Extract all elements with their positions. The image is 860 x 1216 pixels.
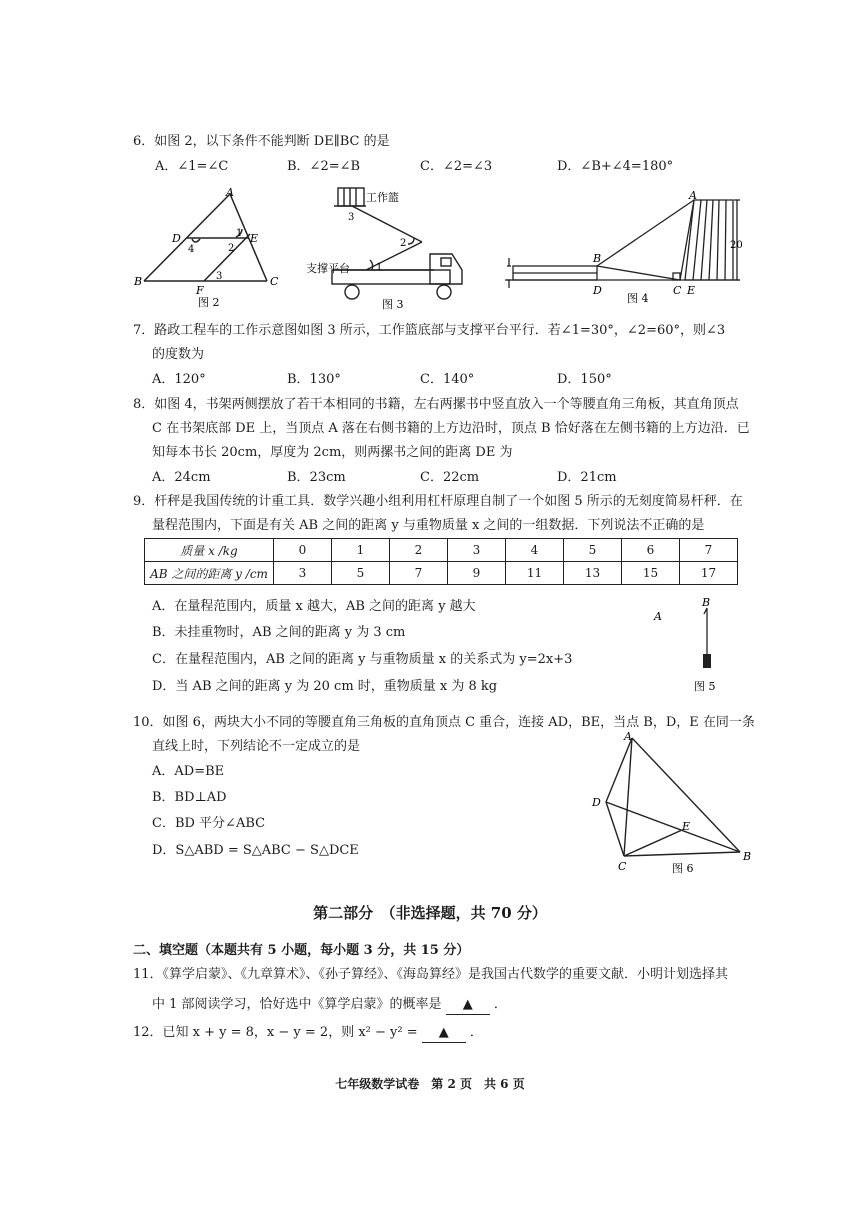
fig4-label-d: D (593, 284, 602, 297)
table-cell: 4 (506, 539, 564, 562)
q8-option-a: A．24cm (152, 470, 211, 485)
q8-line1: 8．如图 4，书架两侧摆放了若干本相同的书籍，左右两摞书中竖直放入一个等腰直角三角板，其直角顶点 (133, 397, 739, 412)
fig3-basket-label: 工作篮 (366, 191, 399, 204)
table-cell: 6 (622, 539, 680, 562)
q7-option-c: C．140° (420, 372, 475, 387)
q9-data-table (144, 538, 738, 585)
q7-option-d: D．150° (557, 372, 612, 387)
q6-option-a: A．∠1=∠C (155, 159, 229, 174)
fig2-label-c: C (270, 275, 279, 288)
fig5-label-b: B (702, 596, 711, 609)
q9-option-c: C．在量程范围内，AB 之间的距离 y 与重物质量 x 的关系式为 y=2x+3 (152, 652, 573, 667)
q11-line2-text: 中 1 部阅读学习，恰好选中《算学启蒙》的概率是 (152, 997, 442, 1012)
table-cell: 7 (390, 562, 448, 585)
figure-4 (505, 190, 745, 312)
figure-6 (588, 726, 758, 876)
fig2-label-f: F (196, 284, 204, 297)
q8-line3: 知每本书长 20cm，厚度为 2cm，则两摞书之间的距离 DE 为 (152, 445, 513, 460)
fig6-label-e: E (682, 820, 691, 833)
table-cell: 13 (564, 562, 622, 585)
fig4-caption: 图 4 (627, 292, 649, 305)
q10-option-b: B．BD⊥AD (152, 790, 227, 805)
fig2-angle-2: 2 (228, 243, 235, 254)
table-row (145, 539, 738, 562)
q9-option-a: A．在量程范围内，质量 x 越大，AB 之间的距离 y 越大 (152, 599, 476, 614)
table-cell: 3 (274, 562, 332, 585)
table-header-distance: AB 之间的距离 y /cm (145, 562, 274, 585)
q11-answer-blank[interactable]: ▲ (446, 996, 490, 1015)
q10-option-c: C．BD 平分∠ABC (152, 816, 266, 831)
figure-5 (648, 594, 728, 694)
fig4-label-e: E (687, 284, 696, 297)
table-cell: 1 (332, 539, 390, 562)
fig2-caption: 图 2 (198, 296, 220, 309)
fig6-label-b: B (743, 850, 752, 863)
table-cell: 11 (506, 562, 564, 585)
q9-option-b: B．未挂重物时，AB 之间的距离 y 为 3 cm (152, 625, 406, 640)
q12-line (133, 1024, 483, 1043)
q10-option-a: A．AD=BE (152, 764, 225, 779)
q9-line1: 9．杆秤是我国传统的计重工具．数学兴趣小组利用杠杆原理自制了一个如图 5 所示的无刻度简易杆秤．在 (133, 494, 743, 509)
q9-line2: 量程范围内，下面是有关 AB 之间的距离 y 与重物质量 x 之间的一组数据．下列说法不正确的是 (152, 518, 705, 533)
fig6-label-d: D (592, 796, 601, 809)
fig4-label-a: A (689, 190, 697, 202)
q6-stem: 6．如图 2，以下条件不能判断 DE∥BC 的是 (133, 134, 390, 149)
q8-option-b: B．23cm (287, 470, 346, 485)
table-row (145, 562, 738, 585)
fig2-angle-1: 1 (236, 228, 243, 239)
fig2-label-a: A (226, 186, 234, 199)
q7-option-b: B．130° (287, 372, 341, 387)
q11-line2 (152, 996, 507, 1015)
q12-text: 12．已知 x + y = 8，x − y = 2，则 x² − y² = (133, 1025, 418, 1040)
q10-line2: 直线上时，下列结论不一定成立的是 (152, 739, 361, 754)
q8-option-c: C．22cm (420, 470, 480, 485)
q10-option-d: D．S△ABD = S△ABC − S△DCE (152, 843, 359, 858)
figure-2 (132, 184, 292, 312)
table-cell: 15 (622, 562, 680, 585)
fig4-label-b: B (593, 252, 602, 265)
fig2-angle-3: 3 (216, 271, 223, 282)
fig3-caption: 图 3 (382, 298, 404, 311)
q12-answer-blank[interactable]: ▲ (422, 1024, 466, 1043)
q6-option-d: D．∠B+∠4=180° (557, 159, 674, 174)
fig5-label-a: A (654, 610, 662, 623)
fig3-angle-1: 1 (376, 262, 383, 273)
q8-option-d: D．21cm (557, 470, 617, 485)
page-footer: 七年级数学试卷 第 2 页 共 6 页 (335, 1077, 525, 1091)
figure-3 (304, 184, 484, 312)
table-cell: 9 (448, 562, 506, 585)
fig3-angle-3: 3 (348, 212, 355, 223)
section-fill-in-blank: 二、填空题（本题共有 5 小题，每小题 3 分，共 15 分） (133, 943, 470, 958)
fig6-caption: 图 6 (672, 862, 694, 875)
q7-option-a: A．120° (152, 372, 206, 387)
table-cell: 5 (564, 539, 622, 562)
fig6-label-c: C (618, 860, 627, 873)
fig4-height-label: 20 (730, 240, 743, 251)
table-header-mass: 质量 x /kg (145, 539, 274, 562)
q6-option-c: C．∠2=∠3 (420, 159, 493, 174)
fig3-platform-label: 支撑平台 (306, 262, 350, 275)
table-cell: 5 (332, 562, 390, 585)
table-cell: 7 (680, 539, 738, 562)
table-cell: 3 (448, 539, 506, 562)
fig6-label-a: A (624, 730, 632, 743)
fig3-angle-2: 2 (400, 238, 407, 249)
fig2-label-d: D (172, 232, 181, 245)
q6-option-b: B．∠2=∠B (287, 159, 361, 174)
fig4-label-c: C (673, 284, 682, 297)
q12-end: ． (469, 1025, 483, 1040)
q8-line2: C 在书架底部 DE 上，当顶点 A 落在右侧书籍的上方边沿时，顶点 B 恰好落在左侧书籍的上方边沿．已 (152, 421, 750, 436)
fig2-label-b: B (134, 275, 143, 288)
q9-option-d: D．当 AB 之间的距离 y 为 20 cm 时，重物质量 x 为 8 kg (152, 679, 498, 694)
q11-line1: 11．《算学启蒙》、《九章算术》、《孙子算经》、《海岛算经》是我国古代数学的重要文献．小明计划选择其 (133, 967, 729, 982)
part2-title: 第二部分 （非选择题，共 70 分） (313, 904, 547, 922)
table-cell: 0 (274, 539, 332, 562)
fig2-angle-4: 4 (188, 244, 195, 255)
q7-stem-line1: 7．路政工程车的工作示意图如图 3 所示，工作篮底部与支撑平台平行．若∠1=30°，∠2=60°，则∠3 (133, 323, 726, 338)
q10-line1: 10．如图 6，两块大小不同的等腰直角三角板的直角顶点 C 重合，连接 AD，BE，当点 B，D，E 在同一条 (133, 715, 755, 730)
q7-stem-line2: 的度数为 (152, 347, 205, 362)
q11-end: ． (493, 997, 507, 1012)
table-cell: 2 (390, 539, 448, 562)
fig2-label-e: E (250, 232, 259, 245)
fig5-caption: 图 5 (694, 680, 716, 693)
table-cell: 17 (680, 562, 738, 585)
